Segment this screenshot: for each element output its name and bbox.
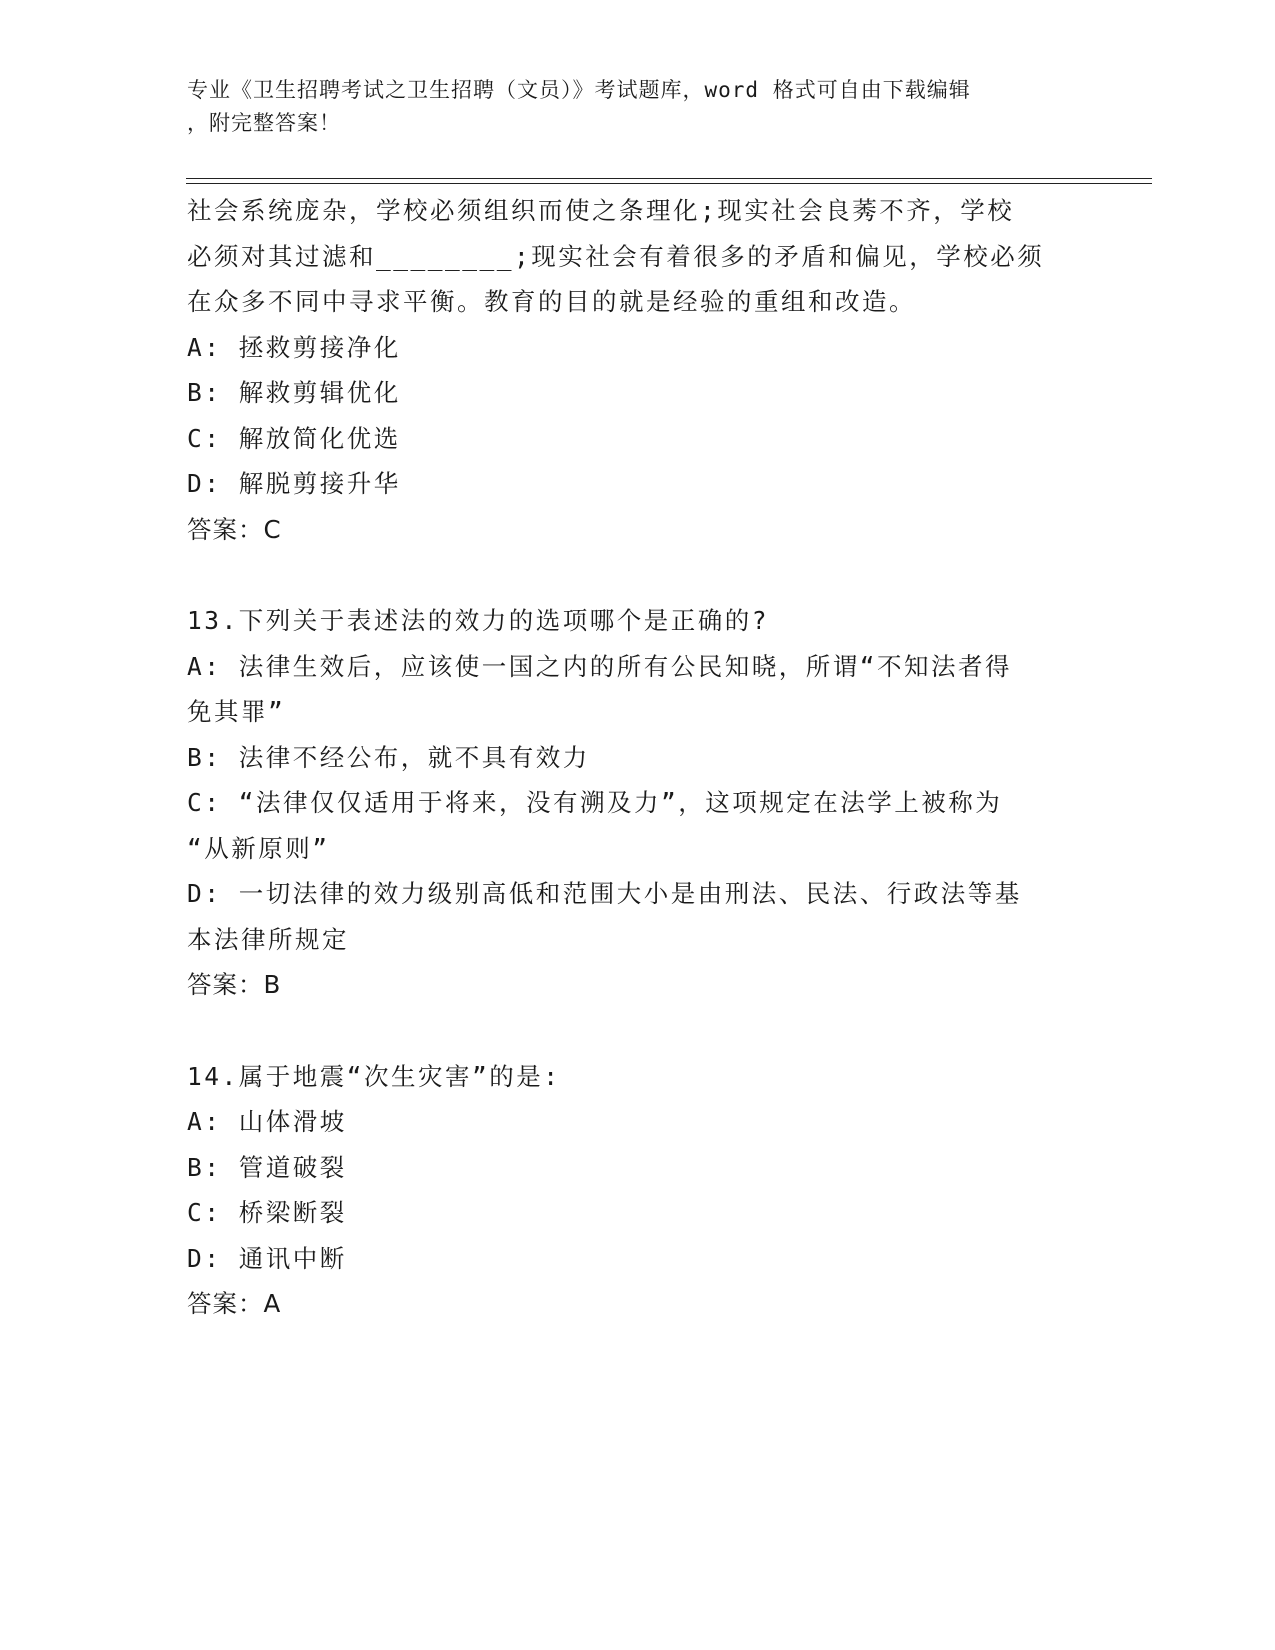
document-header xyxy=(187,74,1067,140)
question-stem: 13.下列关于表述法的效力的选项哪个是正确的? xyxy=(187,606,769,635)
option-a: A: 山体滑坡 xyxy=(187,1107,347,1136)
question-spacer xyxy=(187,1008,1067,1054)
question-spacer xyxy=(187,552,1067,598)
question-13 xyxy=(187,598,1067,1008)
header-line-2: ，附完整答案！ xyxy=(187,111,341,135)
question-stem-line: 社会系统庞杂，学校必须组织而使之条理化;现实社会良莠不齐，学校 xyxy=(187,196,1015,225)
header-line-1: 专业《卫生招聘考试之卫生招聘（文员）》考试题库，word 格式可自由下载编辑 xyxy=(187,78,971,102)
question-14 xyxy=(187,1054,1067,1327)
option-b: B: 管道破裂 xyxy=(187,1152,347,1182)
header-divider-top xyxy=(186,178,1152,179)
question-stem-line: 在众多不同中寻求平衡。教育的目的就是经验的重组和改造。 xyxy=(187,287,916,316)
option-a: A: 法律生效后，应该使一国之内的所有公民知晓，所谓“不知法者得 xyxy=(187,651,1012,681)
answer-line: 答案：A xyxy=(187,1289,282,1318)
option-c: C: 解放简化优选 xyxy=(187,423,401,453)
option-d: D: 通讯中断 xyxy=(187,1243,347,1273)
question-content xyxy=(187,188,1067,1327)
option-d: D: 解脱剪接升华 xyxy=(187,469,401,498)
option-b: B: 解救剪辑优化 xyxy=(187,378,401,407)
option-c: C: 桥梁断裂 xyxy=(187,1198,347,1227)
option-a-continued: 免其罪” xyxy=(187,697,286,726)
option-d: D: 一切法律的效力级别高低和范围大小是由刑法、民法、行政法等基 xyxy=(187,879,1022,908)
option-a: A: 拯救剪接净化 xyxy=(187,332,401,362)
header-divider-bottom xyxy=(186,183,1152,184)
answer-line: 答案：C xyxy=(187,514,282,544)
question-stem-line: 必须对其过滤和________;现实社会有着很多的矛盾和偏见，学校必须 xyxy=(187,241,1045,271)
answer-line: 答案：B xyxy=(187,970,282,999)
question-12 xyxy=(187,188,1067,552)
option-c-continued: “从新原则” xyxy=(187,833,330,863)
option-b: B: 法律不经公布，就不具有效力 xyxy=(187,742,590,772)
option-c: C: “法律仅仅适用于将来，没有溯及力”，这项规定在法学上被称为 xyxy=(187,788,1003,817)
option-d-continued: 本法律所规定 xyxy=(187,924,349,954)
question-stem: 14.属于地震“次生灾害”的是: xyxy=(187,1061,561,1091)
